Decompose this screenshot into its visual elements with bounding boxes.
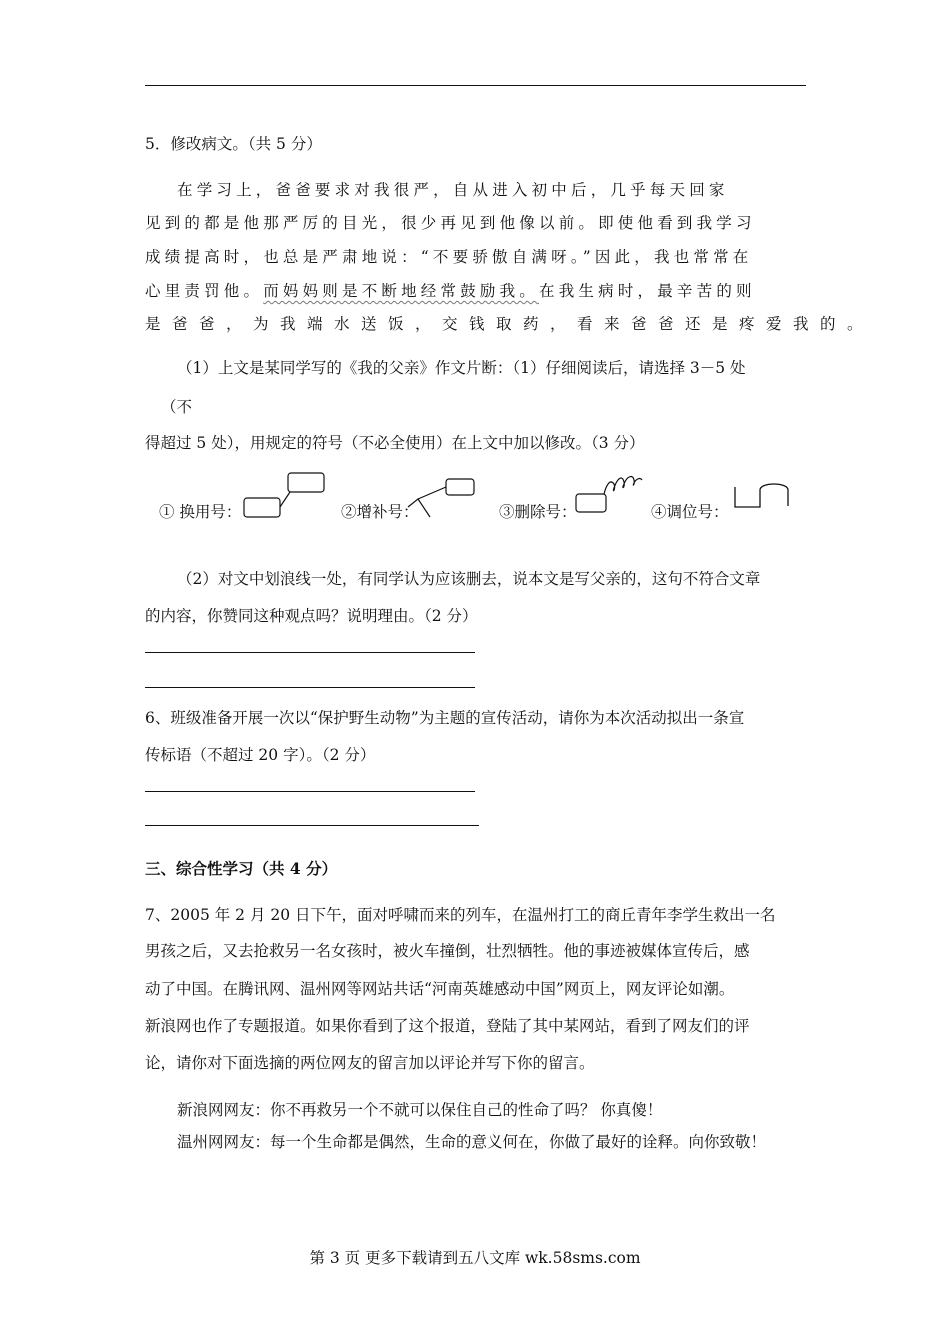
passage-line-1: 在学习上，爸爸要求对我很严，自从进入初中后，几乎每天回家 — [177, 181, 729, 199]
delete-mark-icon — [576, 477, 642, 512]
q1-line-3: 得超过 5 处），用规定的符号（不必全使用）在上文中加以修改。（3 分） — [145, 434, 645, 452]
passage-line-4-end: 在我生病时，最辛苦的则 — [539, 282, 756, 300]
section7-line-2: 男孩之后，又去抢救另一名女孩时，被火车撞倒，壮烈牺牲。他的事迹被媒体宣传后，感 — [145, 942, 750, 960]
netizen-comment-sina: 新浪网网友：你不再救另一个不就可以保住自己的性命了吗？ 你真傻！ — [177, 1101, 663, 1119]
section7-line-5: 论，请你对下面选摘的两位网友的留言加以评论并写下你的留言。 — [145, 1054, 595, 1072]
section6-line-1: 6、班级准备开展一次以“保护野生动物”为主题的宣传活动，请你为本次活动拟出一条宣 — [145, 709, 745, 727]
answer-line-q2-2[interactable] — [145, 687, 475, 688]
page-footer: 第 3 页 更多下载请到五八文库 wk.58sms.com — [309, 1249, 641, 1267]
answer-line-q2-1[interactable] — [145, 652, 475, 653]
section7-line-4: 新浪网也作了专题报道。如果你看到了这个报道，登陆了其中某网站，看到了网友们的评 — [145, 1017, 750, 1035]
section5-title: 5．修改病文。（共 5 分） — [145, 135, 322, 153]
symbol-delete-label: ③删除号： — [499, 503, 577, 521]
swap-mark-icon — [735, 484, 788, 507]
wavy-underlined-sentence: 而妈妈则是不断地经常鼓励我。 — [263, 282, 540, 300]
passage-line-2: 见到的都是他那严厉的目光，很少再见到他像以前。即使他看到我学习 — [145, 214, 756, 232]
passage-line-3: 成绩提高时，也总是严肃地说：“不要骄傲自满呀。”因此，我也常常在 — [145, 248, 753, 266]
symbol-replace-label: ① 换用号： — [159, 503, 242, 521]
symbol-swap-label: ④调位号： — [651, 503, 729, 521]
section7-line-3: 动了中国。在腾讯网、温州网等网站共话“河南英雄感动中国”网页上，网友评论如潮。 — [145, 980, 735, 998]
q2-line-2: 的内容，你赞同这种观点吗？说明理由。（2 分） — [145, 607, 478, 625]
netizen-comment-wenzhou: 温州网网友：每一个生命都是偶然，生命的意义何在，你做了最好的诠释。向你致敬！ — [177, 1133, 767, 1151]
passage-line-4-start: 心里责罚他。 — [145, 282, 264, 300]
section3-heading: 三、综合性学习（共 4 分） — [145, 859, 338, 878]
insert-mark-icon — [408, 479, 474, 517]
section7-line-1: 7、2005 年 2 月 20 日下午，面对呼啸而来的列车，在温州打工的商丘青年李学生救出一名 — [145, 906, 776, 924]
symbol-insert-label: ②增补号： — [341, 503, 419, 521]
replace-mark-icon — [244, 473, 324, 517]
section6-line-2: 传标语（不超过 20 字）。（2 分） — [145, 746, 376, 764]
q1-line-2: （不 — [161, 398, 193, 416]
passage-line-5: 是爸爸，为我端水送饭，交钱取药，看来爸爸还是疼爱我的。 — [145, 315, 875, 333]
answer-line-q6-2[interactable] — [145, 825, 479, 826]
q1-line-1: （1）上文是某同学写的《我的父亲》作文片断：（1）仔细阅读后，请选择 3－5 处 — [177, 359, 746, 377]
answer-line-q6-1[interactable] — [145, 791, 475, 792]
q2-line-1: （2）对文中划浪线一处，有同学认为应该删去，说本文是写父亲的，这句不符合文章 — [177, 570, 761, 588]
